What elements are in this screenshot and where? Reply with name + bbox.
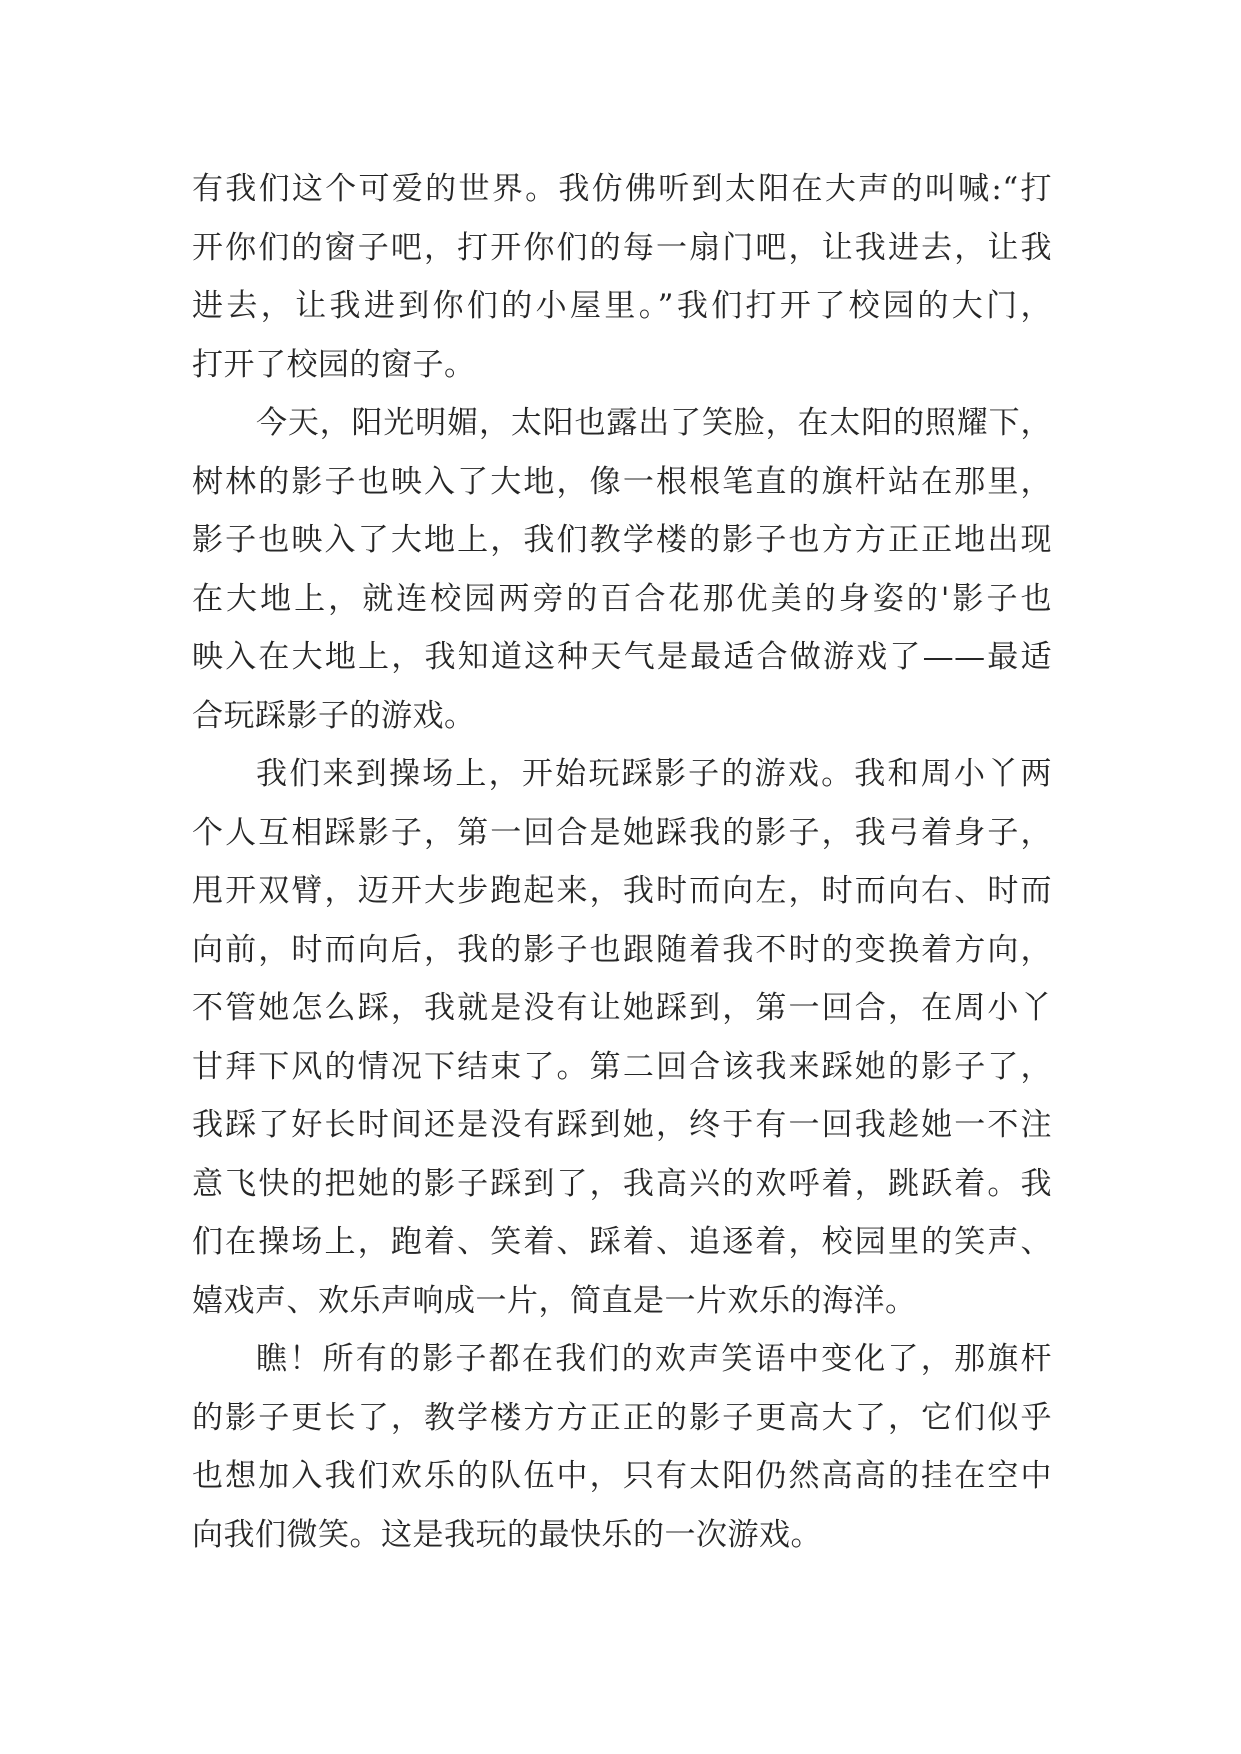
text-line: 的影子更长了，教学楼方方正正的影子更高大了，它们似乎 <box>192 1399 1052 1436</box>
text-line: 个人互相踩影子，第一回合是她踩我的影子，我弓着身子， <box>192 814 1052 851</box>
text-line: 在大地上，就连校园两旁的百合花那优美的身姿的'影子也 <box>192 580 1052 617</box>
text-line: 瞧！所有的影子都在我们的欢声笑语中变化了，那旗杆 <box>256 1341 1052 1377</box>
text-line: 甩开双臂，迈开大步跑起来，我时而向左，时而向右、时而 <box>192 873 1052 909</box>
text-line: 不管她怎么踩，我就是没有让她踩到，第一回合，在周小丫 <box>192 990 1052 1026</box>
text-line: 今天，阳光明媚，太阳也露出了笑脸，在太阳的照耀下， <box>256 405 1052 441</box>
text-line: 我踩了好长时间还是没有踩到她，终于有一回我趁她一不注 <box>192 1107 1052 1143</box>
text-line: 树林的影子也映入了大地，像一根根笔直的旗杆站在那里， <box>192 463 1052 500</box>
text-line: 们在操场上，跑着、笑着、踩着、追逐着，校园里的笑声、 <box>192 1224 1052 1260</box>
text-line: 合玩踩影子的游戏。 <box>192 697 476 734</box>
text-line: 意飞快的把她的影子踩到了，我高兴的欢呼着，跳跃着。我 <box>192 1165 1052 1202</box>
document-body-text <box>192 160 1052 1564</box>
text-line: 我们来到操场上，开始玩踩影子的游戏。我和周小丫两 <box>256 756 1052 792</box>
text-line: 向我们微笑。这是我玩的最快乐的一次游戏。 <box>192 1516 822 1553</box>
text-line: 也想加入我们欢乐的队伍中，只有太阳仍然高高的挂在空中 <box>192 1458 1052 1494</box>
text-line: 有我们这个可爱的世界。我仿佛听到太阳在大声的叫喊:“打 <box>192 171 1052 207</box>
text-line: 影子也映入了大地上，我们教学楼的影子也方方正正地出现 <box>192 522 1052 558</box>
text-line: 甘拜下风的情况下结束了。第二回合该我来踩她的影子了， <box>192 1048 1052 1085</box>
text-line: 向前，时而向后，我的影子也跟随着我不时的变换着方向， <box>192 931 1052 968</box>
text-line: 开你们的窗子吧，打开你们的每一扇门吧，让我进去，让我 <box>192 229 1052 266</box>
text-line: 打开了校园的窗子。 <box>192 346 476 383</box>
text-line: 映入在大地上，我知道这种天气是最适合做游戏了——最适 <box>192 639 1052 675</box>
text-line: 嬉戏声、欢乐声响成一片，简直是一片欢乐的海洋。 <box>192 1282 917 1319</box>
text-line: 进去，让我进到你们的小屋里。”我们打开了校园的大门， <box>192 288 1052 324</box>
